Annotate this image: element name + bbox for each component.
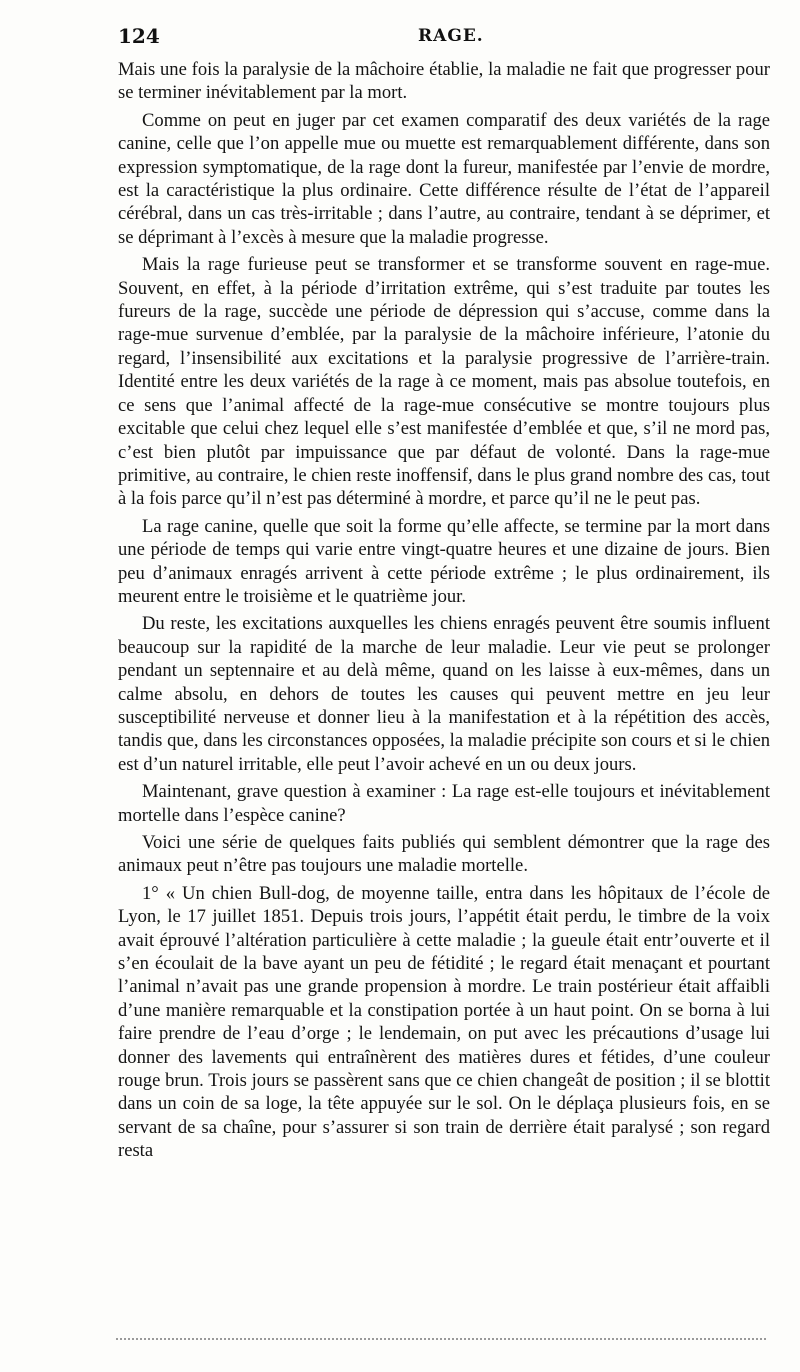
paragraph: Mais une fois la paralysie de la mâchoire établie, la maladie ne fait que progresser pour se terminer inévitablement par la mort. — [118, 59, 770, 104]
paragraph: 1° « Un chien Bull-dog, de moyenne taille, entra dans les hôpitaux de l’école de Lyon, le 17 juillet 1851. Depuis trois jours, l’appétit était perdu, le timbre de la voix avait éprouvé l’altération particulière à cette maladie ; la gueule était entr’ouverte et il s’en écoulait de la bave ayant un peu de fétidité ; le regard était menaçant et pourtant l’animal n’avait pas une grande propension à mordre. Le train postérieur était affaibli d’une manière remarquable et la constipation portée à un haut point. On se borna à lui faire prendre de l’eau d’orge ; le lendemain, on put avec les précautions d’usage lui donner des lavements qui entraînèrent des matières dures et fétides, d’une couleur rouge brun. Trois jours se passèrent sans que ce chien changeât de position ; il se blottit dans un coin de sa loge, la tête appuyée sur le sol. On le déplaça plusieurs fois, en se servant de sa chaîne, pour s’assurer si son train de derrière était paralysé ; son regard resta — [118, 882, 770, 1162]
paragraph: Comme on peut en juger par cet examen comparatif des deux variétés de la rage canine, celle que l’on appelle mue ou muette est remarquablement différente, dans son expression symptomatique, de la rage dont la fureur, manifestée par l’envie de mordre, est la caractéristique la plus ordinaire. Cette différence résulte de l’état de l’appareil cérébral, dans un cas très-irritable ; dans l’autre, au contraire, tendant à se déprimer, et se déprimant à l’excès à mesure que la maladie progresse. — [118, 109, 770, 248]
paragraph: Du reste, les excitations auxquelles les chiens enragés peuvent être soumis influent beaucoup sur la rapidité de la marche de leur maladie. Leur vie peut se prolonger pendant un septennaire et au delà même, quand on les laisse à eux-mêmes, dans un calme absolu, en dehors de toutes les causes qui peuvent mettre en jeu leur susceptibilité nerveuse et donner lieu à la manifestation et à la répétition des accès, tandis que, dans les circonstances opposées, la maladie précipite son cours et si le chien est d’un naturel irritable, elle peut l’avoir achevé en un ou deux jours. — [118, 613, 770, 775]
paragraph: La rage canine, quelle que soit la forme qu’elle affecte, se termine par la mort dans une période de temps qui varie entre vingt-quatre heures et une dizaine de jours. Bien peu d’animaux enragés arrivent à cette période extrême ; le plus ordinairement, ils meurent entre le troisième et le quatrième jour. — [118, 515, 770, 607]
paragraph: Mais la rage furieuse peut se transformer et se transforme souvent en rage-mue. Souvent, en effet, à la période d’irritation extrême, qui s’est traduite par toutes les fureurs de la rage, succède une période de dépression qui s’accuse, comme dans la rage-mue survenue d’emblée, par la paralysie de la mâchoire inférieure, l’atonie du regard, l’insensibilité aux excitations et la paralysie progressive de l’arrière-train. Identité entre les deux variétés de la rage à ce moment, mais pas absolue toutefois, en ce sens que l’animal affecté de la rage-mue consécutive se montre toujours plus excitable que celui chez lequel elle s’est manifestée d’emblée et que, s’il ne mord pas, c’est bien plutôt par impuissance que par défaut de volonté. Dans la rage-mue primitive, au contraire, le chien reste inoffensif, dans le plus grand nombre des cas, tout à la fois parce qu’il n’est pas déterminé à mordre, et parce qu’il ne le peut pas. — [118, 254, 770, 510]
bottom-rule — [116, 1338, 766, 1340]
page-number: 124 — [118, 24, 160, 48]
paragraph: Voici une série de quelques faits publiés qui semblent démontrer que la rage des animaux peut n’être pas toujours une maladie mortelle. — [118, 832, 770, 877]
running-title: RAGE. — [418, 26, 484, 46]
body-text — [118, 58, 770, 1167]
paragraph: Maintenant, grave question à examiner : La rage est-elle toujours et inévitablement mortelle dans l’espèce canine? — [118, 781, 770, 826]
page-header — [118, 24, 766, 50]
